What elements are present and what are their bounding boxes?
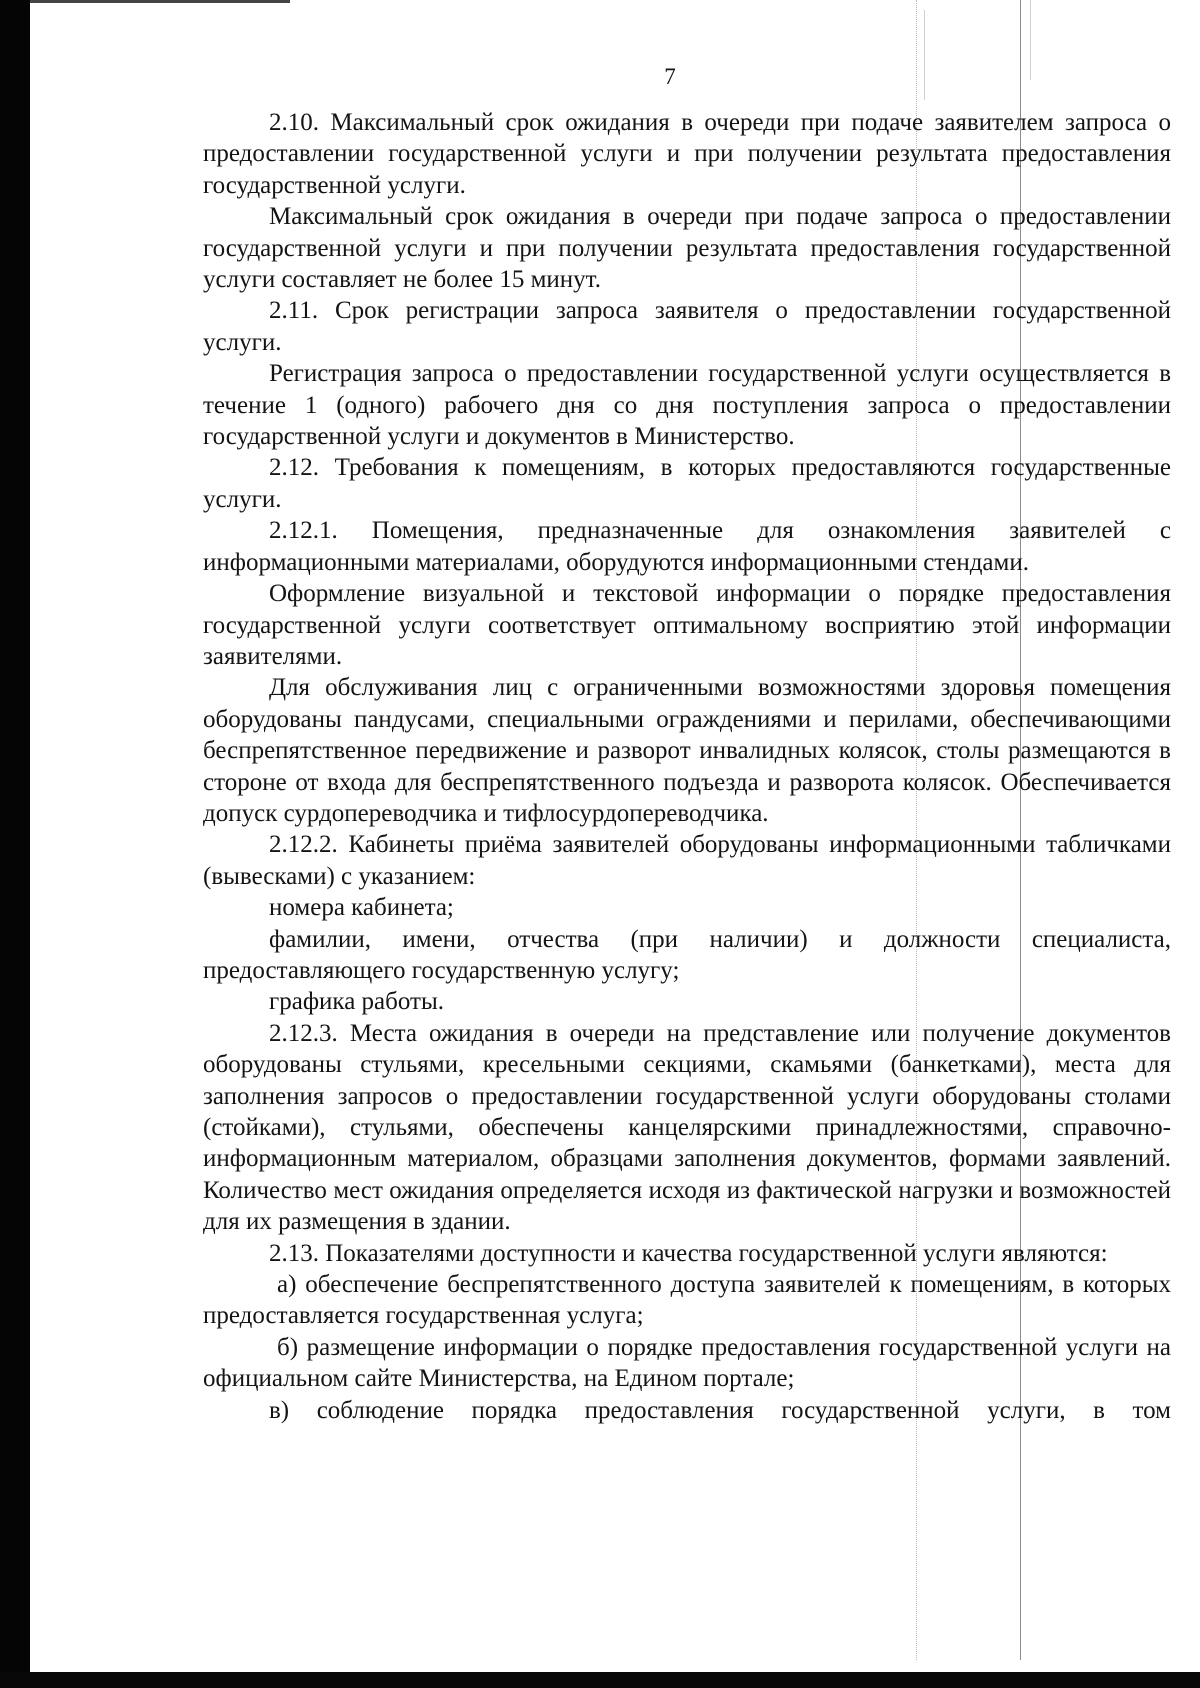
list-item-specialist: фамилии, имени, отчества (при наличии) и должности специалиста, предоставляющего государственную услугу;: [203, 925, 1171, 984]
list-item-a: а) обеспечение беспрепятственного доступа заявителей к помещениям, в которых предоставляется государственная услуга;: [203, 1271, 1171, 1330]
document-body: [203, 107, 1171, 1426]
paragraph-2-13: 2.13. Показателями доступности и качества государственной услуги являются:: [269, 1239, 1108, 1267]
list-item-cabinet-number: номера кабинета;: [269, 894, 454, 922]
paragraph-2-12-3: 2.12.3. Места ожидания в очереди на представление или получение документов оборудованы стульями, кресельными секциями, скамьями (банкетками), места для заполнения запросов о предоставлении государственной услуги оборудованы столами (стойками), стульями, обеспечены канцелярскими принадлежностями, справочно-информационным материалом, образцами заполнения документов, формами заявлений. Количество мест ожидания определяется исходя из фактической нагрузки и возможностей для их размещения в здании.: [203, 1019, 1171, 1236]
paragraph-2-12-2: 2.12.2. Кабинеты приёма заявителей оборудованы информационными табличками (вывесками) с указанием:: [203, 831, 1171, 890]
paragraph-accessibility: Для обслуживания лиц с ограниченными возможностями здоровья помещения оборудованы пандусами, специальными ограждениями и перилами, обеспечивающими беспрепятственное передвижение и разворот инвалидных колясок, столы размещаются в стороне от входа для беспрепятственного подъезда и разворота колясок. Обеспечивается допуск сурдопереводчика и тифлосурдопереводчика.: [203, 674, 1171, 827]
page-number: 7: [664, 64, 676, 89]
scan-border-bottom: [0, 1672, 1200, 1688]
paragraph-2-12-1: 2.12.1. Помещения, предназначенные для ознакомления заявителей с информационными материалами, оборудуются информационными стендами.: [203, 517, 1171, 576]
paragraph-2-10: 2.10. Максимальный срок ожидания в очереди при подаче заявителем запроса о предоставлении государственной услуги и при получении результата предоставления государственной услуги.: [203, 109, 1171, 199]
paragraph-registration: Регистрация запроса о предоставлении государственной услуги осуществляется в течение 1 (одного) рабочего дня со дня поступления запроса о предоставлении государственной услуги и документов в Министерство.: [203, 360, 1171, 451]
paragraph-waiting-time: Максимальный срок ожидания в очереди при подаче запроса о предоставлении государственной услуги и при получении результата предоставления государственной услуги составляет не более 15 минут.: [203, 203, 1171, 294]
list-item-c: в) соблюдение порядка предоставления государственной услуги, в том: [269, 1396, 1171, 1424]
scan-border-top: [30, 0, 290, 3]
list-item-b: б) размещение информации о порядке предоставления государственной услуги на официальном сайте Министерства, на Едином портале;: [203, 1333, 1171, 1393]
paragraph-2-12: 2.12. Требования к помещениям, в которых предоставляются государственные услуги.: [203, 454, 1171, 513]
list-item-schedule: графика работы.: [269, 988, 444, 1016]
scan-border-left: [0, 0, 30, 1688]
paragraph-2-11: 2.11. Срок регистрации запроса заявителя о предоставлении государственной услуги.: [203, 297, 1171, 356]
paragraph-information-design: Оформление визуальной и текстовой информации о порядке предоставления государственной услуги соответствует оптимальному восприятию этой информации заявителями.: [203, 580, 1171, 670]
